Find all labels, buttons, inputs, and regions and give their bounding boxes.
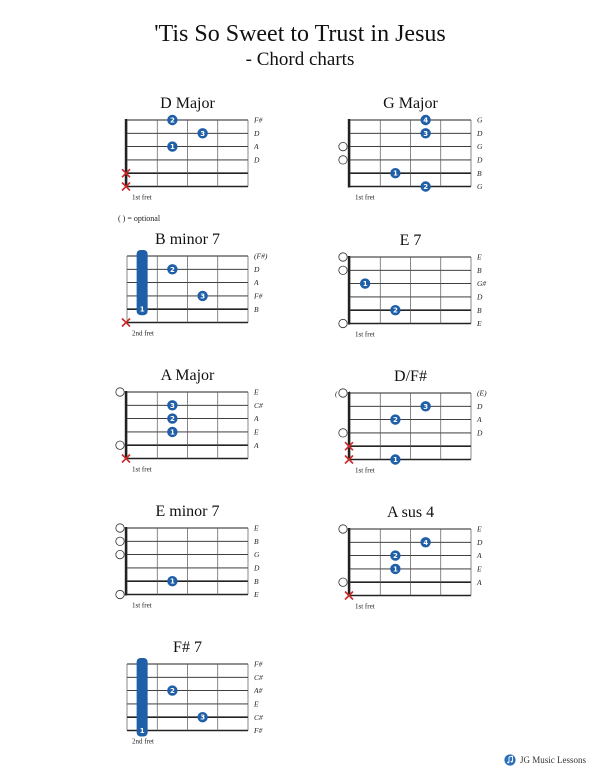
string-label: B (254, 304, 259, 314)
chord-name: D/F# (394, 368, 427, 385)
open-string-icon (116, 537, 124, 545)
open-string-icon (116, 524, 124, 532)
string-label: D (477, 401, 483, 411)
string-label: E (254, 387, 259, 397)
fret-label: 1st fret (355, 466, 375, 475)
finger-number: 3 (169, 401, 175, 410)
chord-name: G Major (383, 95, 438, 112)
finger-number: 2 (169, 687, 175, 696)
string-label: E (254, 427, 259, 437)
open-string-icon (339, 525, 347, 533)
finger-number: 1 (392, 169, 398, 178)
string-label: D (254, 264, 260, 274)
chord-diagram (339, 95, 483, 202)
footer (504, 753, 586, 767)
optional-paren: ( (335, 389, 338, 398)
string-label: D (477, 155, 483, 165)
string-label: A (254, 142, 259, 152)
string-label: A (477, 577, 482, 587)
finger-number: 1 (169, 577, 175, 586)
finger-number: 1 (169, 428, 175, 437)
string-label: A# (254, 686, 263, 696)
string-label: F# (254, 291, 263, 301)
finger-number: 3 (200, 129, 206, 138)
finger-number: 1 (362, 280, 368, 289)
fret-label: 1st fret (355, 193, 375, 202)
open-string-icon (116, 590, 124, 598)
finger-number: 2 (169, 415, 175, 424)
finger-number: 2 (392, 552, 398, 561)
string-label: (F#) (254, 251, 268, 261)
string-label: F# (254, 726, 263, 736)
fret-label: 1st fret (132, 601, 152, 610)
finger-number: 1 (392, 456, 398, 464)
chord-diagram (116, 367, 263, 474)
string-label: E (477, 524, 482, 534)
finger-number: 4 (423, 538, 429, 547)
open-string-icon (116, 388, 124, 396)
open-string-icon (339, 156, 347, 164)
string-label: C# (254, 712, 263, 722)
string-label: E (477, 252, 482, 262)
open-string-icon (339, 578, 347, 586)
string-label: B (477, 305, 482, 315)
open-string-icon (116, 550, 124, 558)
optional-paren: ) (348, 389, 351, 398)
string-label: E (254, 699, 259, 709)
string-label: E (254, 590, 259, 600)
open-string-icon (339, 253, 347, 261)
chord-name: A sus 4 (386, 504, 435, 521)
chord-diagram (127, 639, 263, 746)
string-label: G (477, 115, 483, 125)
chord-diagram (122, 95, 263, 202)
string-label: E (477, 564, 482, 574)
fret-label: 1st fret (355, 602, 375, 611)
finger-number: 1 (169, 143, 175, 152)
open-string-icon (339, 266, 347, 274)
fret-label: 1st fret (355, 330, 375, 339)
string-label: D (477, 128, 483, 138)
finger-number: 2 (392, 416, 398, 425)
fret-label: 2nd fret (132, 329, 154, 338)
chord-diagram (339, 232, 487, 339)
chord-diagram (335, 368, 487, 475)
string-label: E (477, 319, 482, 329)
chord-name: E minor 7 (155, 503, 220, 520)
chord-name: D Major (160, 95, 215, 112)
fret-label: 1st fret (132, 193, 152, 202)
finger-number: 2 (392, 306, 398, 315)
string-label: F# (254, 659, 263, 669)
chord-name: B minor 7 (155, 231, 220, 248)
string-label: D (254, 563, 260, 573)
string-label: A (254, 278, 259, 288)
finger-number: 3 (200, 713, 206, 722)
finger-number: 2 (169, 265, 175, 274)
chord-name: E 7 (399, 232, 422, 249)
string-label: C# (254, 400, 263, 410)
string-label: D (254, 155, 260, 165)
string-label: C# (254, 672, 263, 682)
string-label: D (477, 428, 483, 438)
string-label: G# (477, 279, 487, 289)
string-label: F# (254, 115, 263, 125)
chord-diagram (116, 503, 260, 610)
optional-legend: ( ) = optional (118, 214, 161, 223)
music-note-icon (504, 754, 516, 766)
open-string-icon (116, 441, 124, 449)
finger-number: 1 (139, 305, 145, 314)
barre-bar (137, 658, 148, 737)
open-string-icon (339, 429, 347, 437)
finger-number: 2 (423, 183, 429, 191)
open-string-icon (339, 142, 347, 150)
string-label: D (254, 128, 260, 138)
chord-name: F# 7 (173, 639, 202, 656)
open-string-icon (339, 389, 347, 397)
footer-brand: JG Music Lessons (519, 755, 586, 765)
finger-number: 3 (200, 292, 206, 301)
page-title: 'Tis So Sweet to Trust in Jesus (154, 21, 446, 47)
string-label: B (477, 265, 482, 275)
string-label: G (477, 182, 483, 192)
finger-number: 2 (169, 116, 175, 125)
finger-number: 4 (423, 116, 429, 125)
string-label: G (477, 142, 483, 152)
string-label: B (477, 168, 482, 178)
page-subtitle: - Chord charts (245, 49, 355, 70)
string-label: E (254, 523, 259, 533)
string-label: D (477, 292, 483, 302)
string-label: G (254, 550, 260, 560)
finger-number: 3 (423, 129, 429, 138)
open-string-icon (339, 319, 347, 327)
fret-label: 2nd fret (132, 737, 154, 746)
string-label: A (254, 440, 259, 450)
finger-number: 1 (139, 727, 145, 735)
finger-number: 1 (392, 565, 398, 574)
string-label: B (254, 576, 259, 586)
string-label: B (254, 536, 259, 546)
string-label: (E) (477, 388, 487, 398)
string-label: A (477, 415, 482, 425)
string-label: A (254, 414, 259, 424)
chord-name: A Major (160, 367, 215, 384)
chord-diagram (339, 504, 483, 611)
finger-number: 3 (423, 402, 429, 411)
string-label: D (477, 537, 483, 547)
chord-diagram (122, 231, 268, 338)
fret-label: 1st fret (132, 465, 152, 474)
string-label: A (477, 551, 482, 561)
